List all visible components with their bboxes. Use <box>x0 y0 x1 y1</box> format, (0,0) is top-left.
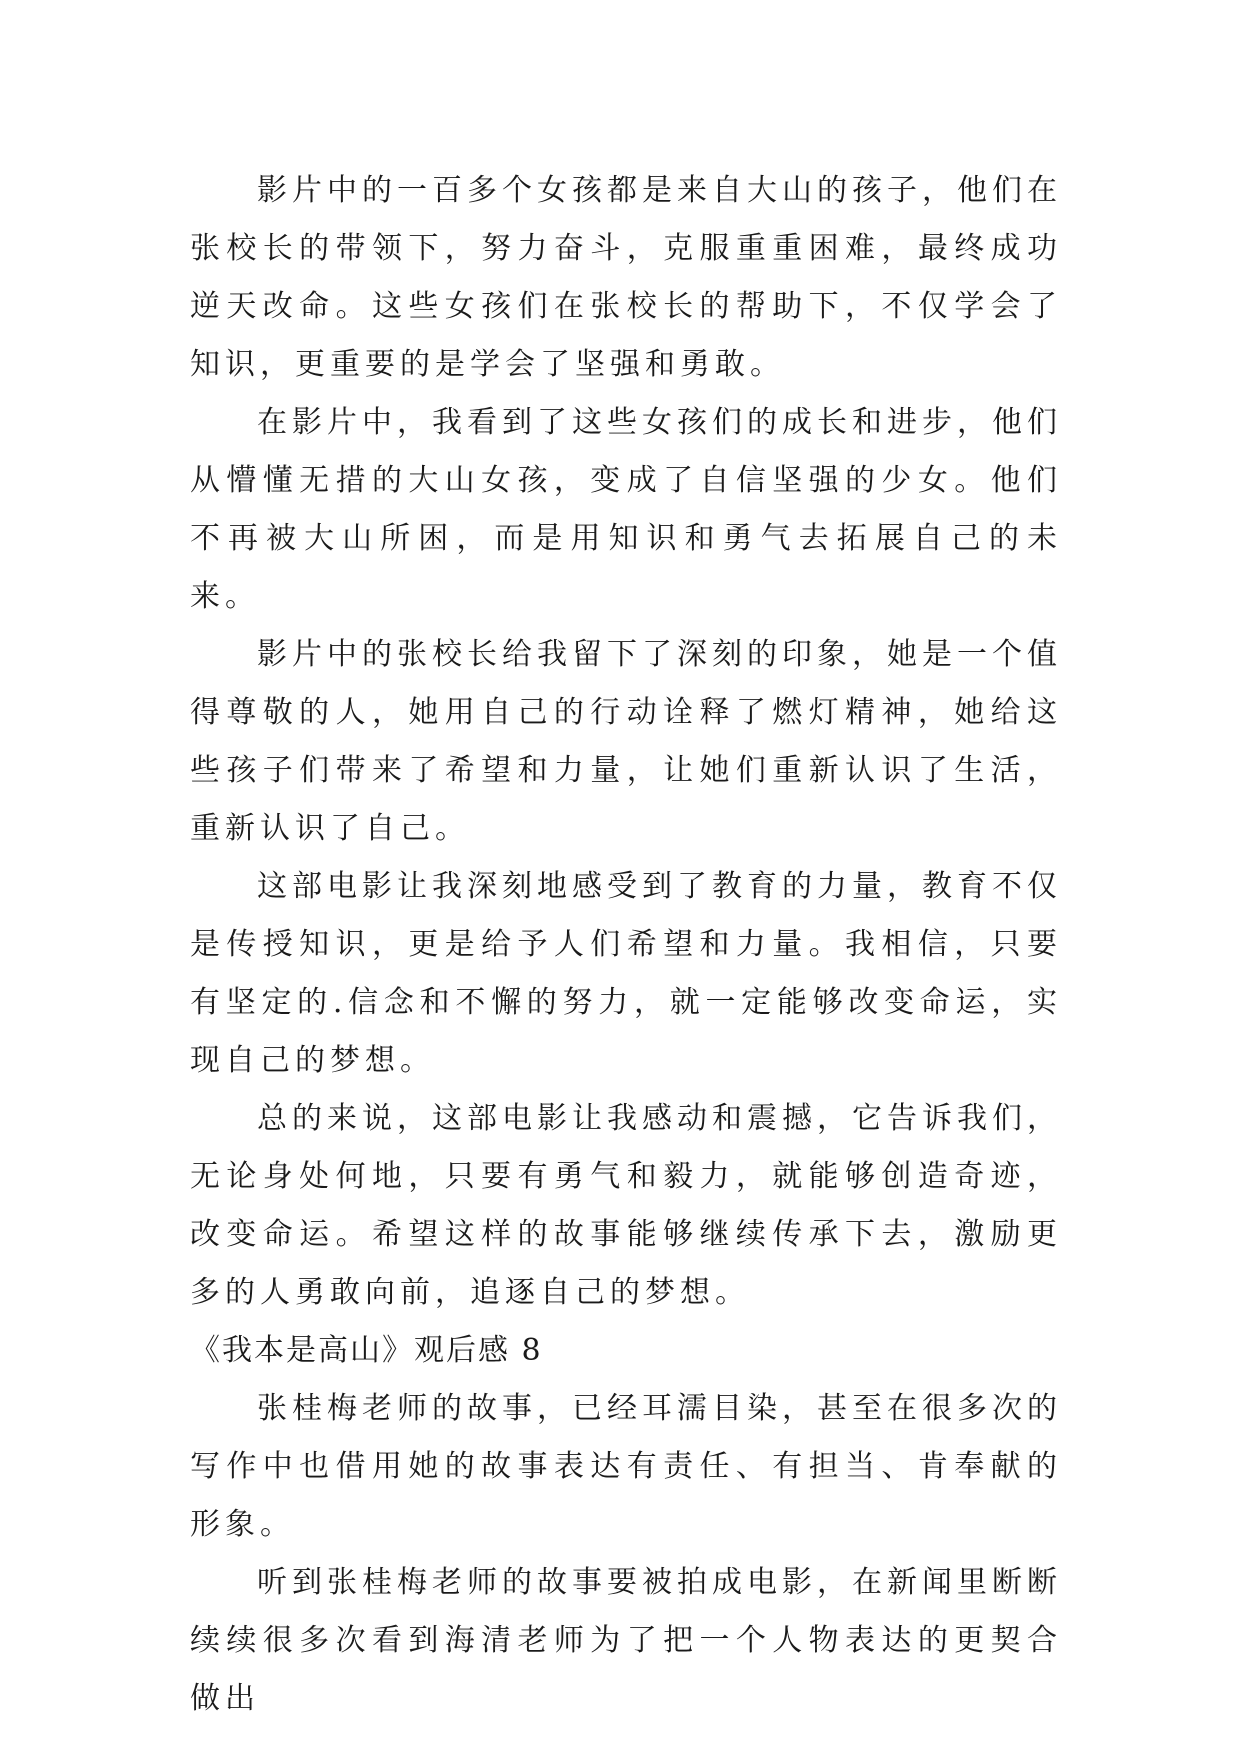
paragraph-power-of-education: 这部电影让我深刻地感受到了教育的力量，教育不仅是传授知识，更是给予人们希望和力量。我相信，只要有坚定的.信念和不懈的努力，就一定能够改变命运，实现自己的梦想。 <box>190 869 1062 1078</box>
paragraph-principal-zhang: 影片中的张校长给我留下了深刻的印象，她是一个值得尊敬的人，她用自己的行动诠释了燃灯精神，她给这些孩子们带来了希望和力量，让她们重新认识了生活，重新认识了自己。 <box>190 637 1062 846</box>
paragraph-growth-and-progress: 在影片中，我看到了这些女孩们的成长和进步，他们从懵懂无措的大山女孩，变成了自信坚强的少女。他们不再被大山所困，而是用知识和勇气去拓展自己的未来。 <box>190 405 1062 614</box>
section-heading: 《我本是高山》观后感 8 <box>190 1333 543 1368</box>
document-page <box>190 162 1062 1728</box>
paragraph-film-news: 听到张桂梅老师的故事要被拍成电影，在新闻里断断续续很多次看到海清老师为了把一个人物表达的更契合做出 <box>190 1565 1062 1716</box>
paragraph-zhang-guimei-story: 张桂梅老师的故事，已经耳濡目染，甚至在很多次的写作中也借用她的故事表达有责任、有担当、肯奉献的形象。 <box>190 1391 1062 1542</box>
paragraph-conclusion: 总的来说，这部电影让我感动和震撼，它告诉我们，无论身处何地，只要有勇气和毅力，就能够创造奇迹，改变命运。希望这样的故事能够继续传承下去，激励更多的人勇敢向前，追逐自己的梦想。 <box>190 1101 1062 1310</box>
paragraph-girls-from-mountains: 影片中的一百多个女孩都是来自大山的孩子，他们在张校长的带领下，努力奋斗，克服重重困难，最终成功逆天改命。这些女孩们在张校长的帮助下，不仅学会了知识，更重要的是学会了坚强和勇敢。 <box>190 173 1062 382</box>
